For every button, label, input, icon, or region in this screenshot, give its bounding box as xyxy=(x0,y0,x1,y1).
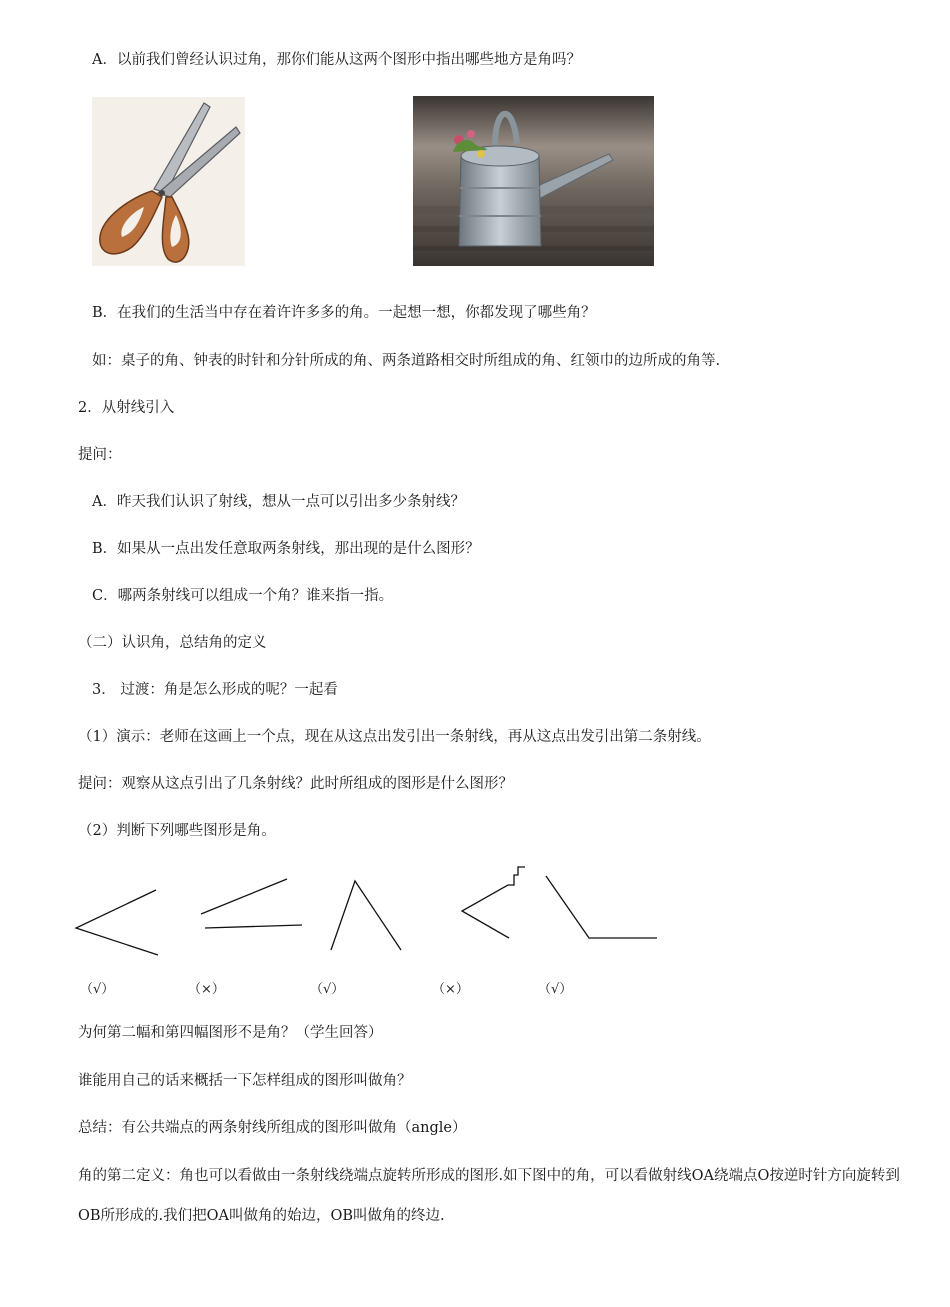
observe-question: 提问：观察从这点引出了几条射线？此时所组成的图形是什么图形？ xyxy=(78,776,513,792)
question-b-line: B．在我们的生活当中存在着许许多多的角。一起想一想，你都发现了哪些角？ xyxy=(92,305,596,321)
question-a-line: A．以前我们曾经认识过角，那你们能从这两个图形中指出哪些地方是角吗？ xyxy=(92,52,581,68)
demo-line: （1）演示：老师在这画上一个点，现在从这点出发引出一条射线，再从这点出发引出第二条射线。 xyxy=(78,729,711,745)
figure-3-angle xyxy=(331,881,401,950)
ray-question-b: B．如果从一点出发任意取两条射线，那出现的是什么图形？ xyxy=(92,541,480,557)
section-two-heading: （二）认识角，总结角的定义 xyxy=(78,635,267,651)
judge-heading: （2）判断下列哪些图形是角。 xyxy=(78,823,276,839)
figure-2-line-a xyxy=(201,879,287,914)
summary-definition: 总结：有公共端点的两条射线所组成的图形叫做角（angle） xyxy=(78,1120,467,1136)
answer-2: （×） xyxy=(188,982,225,997)
why-question: 为何第二幅和第四幅图形不是角？（学生回答） xyxy=(78,1025,383,1041)
answer-3: （√） xyxy=(310,982,345,997)
prompt-label: 提问： xyxy=(78,447,122,463)
figure-2-line-b xyxy=(205,925,302,928)
figure-4-shape xyxy=(462,867,525,938)
examples-line: 如：桌子的角、钟表的时针和分针所成的角、两条道路相交时所组成的角、红领巾的边所成的角等. xyxy=(92,353,721,369)
transition-line: 3． 过渡：角是怎么形成的呢？一起看 xyxy=(92,682,338,698)
watering-can-photo xyxy=(413,96,654,266)
answer-5: （√） xyxy=(538,982,573,997)
section-2-heading: 2．从射线引入 xyxy=(78,400,175,416)
second-definition-paragraph xyxy=(78,1156,920,1236)
scissors-photo xyxy=(92,97,245,266)
ray-question-a: A．昨天我们认识了射线，想从一点可以引出多少条射线？ xyxy=(92,494,465,510)
answer-1: （√） xyxy=(80,982,115,997)
figure-5-angle xyxy=(546,876,657,938)
angle-figures xyxy=(0,855,700,965)
ray-question-c: C．哪两条射线可以组成一个角？谁来指一指。 xyxy=(92,588,394,604)
second-definition-text: 角的第二定义：角也可以看做由一条射线绕端点旋转所形成的图形.如下图中的角，可以看做射线OA绕端点O按逆时针方向旋转到OB所形成的.我们把OA叫做角的始边，OB叫做角的终边. xyxy=(78,1168,900,1224)
figure-1-angle xyxy=(76,890,158,955)
answer-4: （×） xyxy=(432,982,469,997)
summarize-question: 谁能用自己的话来概括一下怎样组成的图形叫做角？ xyxy=(78,1073,412,1089)
